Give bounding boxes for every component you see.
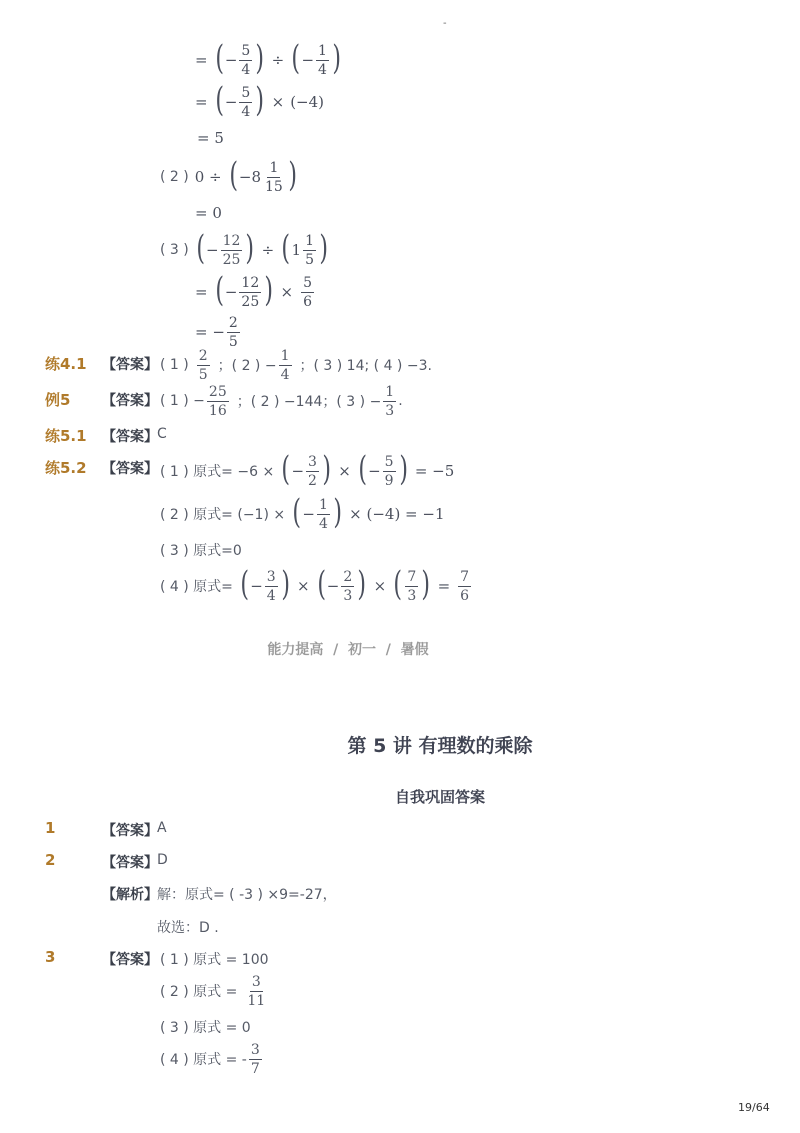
q3-row-2: ( 2 ) 原式 = $\frac{3}{11}$ (160, 973, 266, 1009)
lian-4-1-answer: ( 1 ) $\frac{2}{5}$ ；( 2 ) − $\frac{1}{4}$ ；( 3 ) 14; ( 4 ) −3. (160, 347, 432, 383)
lian-5-2-row-2: ( 2 ) 原式= (−1) × ( − $\frac{1}{4}$ ) × (−4) = −1 (160, 492, 445, 532)
solution-part-2-result: = 0 (195, 204, 222, 222)
solution-line-1: = ( − $\frac{5}{4}$ ) ÷ ( − $\frac{1}{4}$ ) (195, 38, 341, 78)
q3-row-4: ( 4 ) 原式 = - $\frac{3}{7}$ (160, 1041, 260, 1077)
q2-answer: D (157, 852, 168, 868)
question-number-1: 1 (45, 819, 56, 837)
label-li-5: 例5 (45, 391, 71, 409)
label-lian-4-1: 练4.1 (45, 355, 87, 373)
solution-part-2: ( 2 ) 0 ÷ ( −8 $\frac{1}{15}$ ) (160, 155, 297, 195)
lian-5-2-row-3: ( 3 ) 原式=0 (160, 543, 242, 559)
solution-part-3-line-3: = − $\frac{2}{5}$ (195, 314, 238, 350)
question-number-2: 2 (45, 851, 56, 869)
top-mark: - (443, 18, 447, 29)
section-title: 自我巩固答案 (394, 788, 485, 806)
answer-tag: 【答案】 (102, 393, 158, 409)
analysis-tag: 【解析】 (102, 887, 158, 903)
running-footer: 能力提高 / 初一 / 暑假 (267, 642, 429, 658)
lian-5-1-answer: C (157, 426, 167, 442)
label-lian-5-1: 练5.1 (45, 427, 87, 445)
answer-tag: 【答案】 (102, 952, 158, 968)
answer-tag: 【答案】 (102, 823, 158, 839)
solution-line-2: = ( − $\frac{5}{4}$ ) × (−4) (195, 80, 325, 120)
question-number-3: 3 (45, 948, 56, 966)
q3-row-3: ( 3 ) 原式 = 0 (160, 1020, 251, 1036)
answer-tag: 【答案】 (102, 461, 158, 477)
li-5-answer: ( 1 ) − $\frac{25}{16}$ ；( 2 ) −144；( 3 ) − $\frac{1}{3}$ . (160, 383, 403, 419)
page-number: 19/64 (738, 1101, 770, 1114)
lecture-title: 第 5 讲 有理数的乘除 (347, 735, 533, 757)
lian-5-2-row-1: ( 1 ) 原式= −6 × ( − $\frac{3}{2}$ ) × ( − $\frac{5}{9}$ ) = −5 (160, 449, 455, 489)
answer-tag: 【答案】 (102, 357, 158, 373)
q3-row-1: ( 1 ) 原式 = 100 (160, 952, 269, 968)
q2-analysis: 解：原式= ( -3 ) ×9=-27， (157, 887, 337, 903)
solution-part-3: ( 3 ) ( − $\frac{12}{25}$ ) ÷ ( 1 $\frac{1}{5}$ ) (160, 228, 328, 268)
q1-answer: A (157, 820, 167, 836)
label-lian-5-2: 练5.2 (45, 459, 87, 477)
q2-choice: 故选：D . (157, 920, 219, 936)
solution-line-3: = 5 (197, 129, 224, 147)
answer-tag: 【答案】 (102, 855, 158, 871)
answer-tag: 【答案】 (102, 429, 158, 445)
solution-part-3-line-2: = ( − $\frac{12}{25}$ ) × $\frac{5}{6}$ (195, 270, 313, 310)
lian-5-2-row-4: ( 4 ) 原式= ( − $\frac{3}{4}$ ) × ( − $\frac{2}{3}$ ) × ( $\frac{7}{3}$ ) = $\frac{7}{6}$ (160, 564, 470, 604)
